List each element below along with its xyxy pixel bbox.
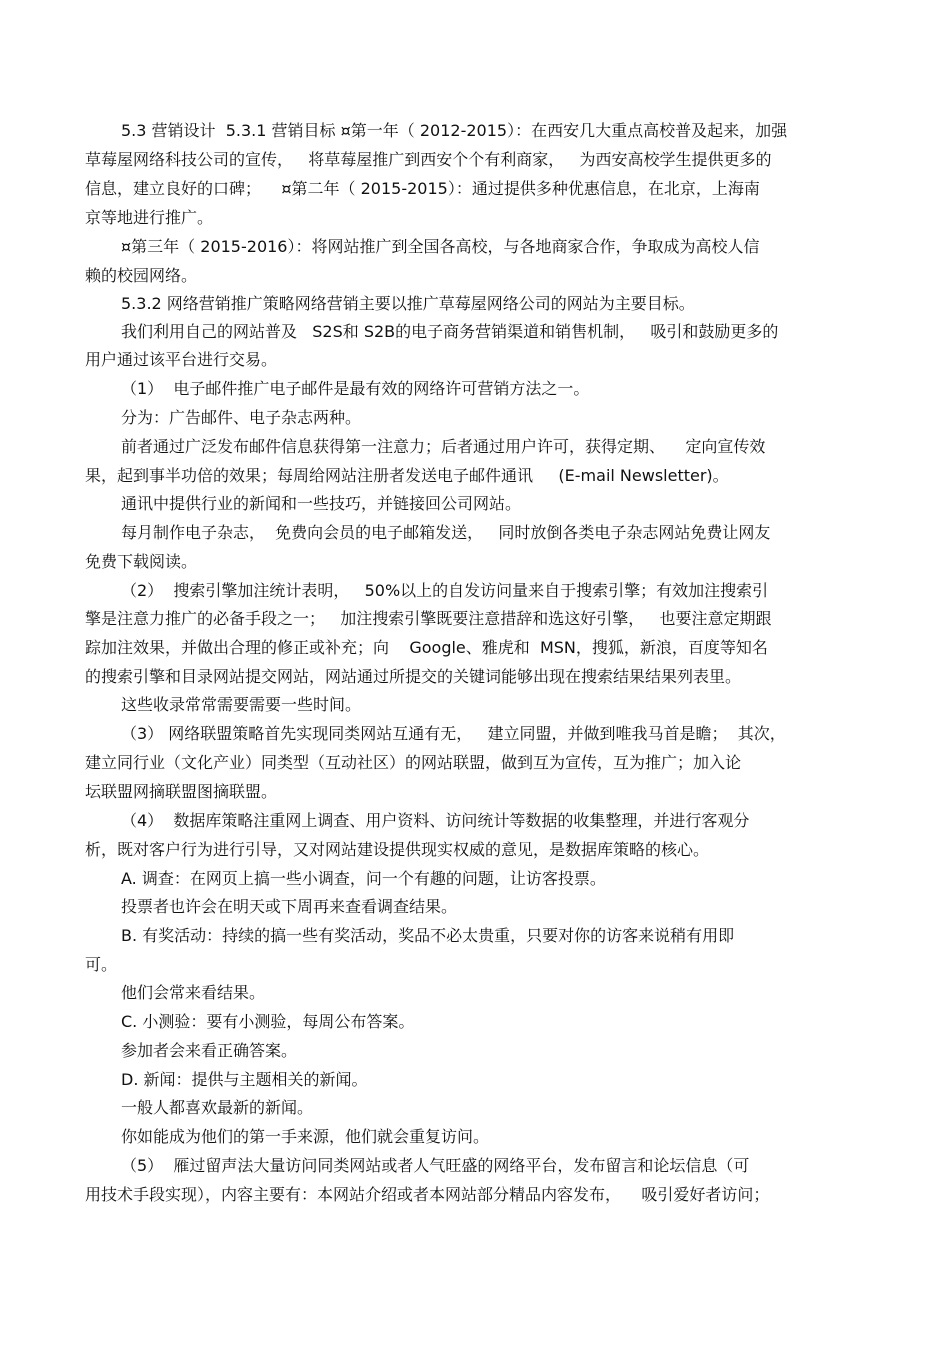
text-line: B. 有奖活动：持续的搞一些有奖活动，奖品不必太贵重，只要对你的访客来说稍有用即 bbox=[121, 926, 735, 945]
text-line: 擎是注意力推广的必备手段之一； 加注搜索引擎既要注意措辞和选这好引擎， 也要注意定期跟 bbox=[85, 609, 772, 628]
text-line: 一般人都喜欢最新的新闻。 bbox=[121, 1098, 314, 1117]
text-line: 他们会常来看结果。 bbox=[121, 983, 266, 1002]
text-line: 参加者会来看正确答案。 bbox=[121, 1041, 298, 1060]
text-line: D. 新闻：提供与主题相关的新闻。 bbox=[121, 1070, 368, 1089]
text-line: 京等地进行推广。 bbox=[85, 208, 214, 227]
text-line: C. 小测验：要有小测验，每周公布答案。 bbox=[121, 1012, 415, 1031]
text-line: 析，既对客户行为进行引导，又对网站建设提供现实权威的意见，是数据库策略的核心。 bbox=[85, 840, 710, 859]
text-line: 分为：广告邮件、电子杂志两种。 bbox=[121, 408, 362, 427]
text-line: （2） 搜索引擎加注统计表明， 50%以上的自发访问量来自于搜索引擎；有效加注搜索引 bbox=[121, 581, 769, 600]
text-line: 你如能成为他们的第一手来源，他们就会重复访问。 bbox=[121, 1127, 490, 1146]
text-line: 坛联盟网摘联盟图摘联盟。 bbox=[85, 782, 278, 801]
text-line: 这些收录常常需要需要一些时间。 bbox=[121, 695, 362, 714]
text-line: （1） 电子邮件推广电子邮件是最有效的网络许可营销方法之一。 bbox=[121, 379, 590, 398]
text-line: （4） 数据库策略注重网上调查、用户资料、访问统计等数据的收集整理，并进行客观分 bbox=[121, 811, 750, 830]
text-line: 5.3 营销设计 5.3.1 营销目标 ¤第一年（ 2012-2015）：在西安几大重点高校普及起来，加强 bbox=[121, 121, 788, 140]
text-line: 可。 bbox=[85, 955, 118, 974]
text-line: 赖的校园网络。 bbox=[85, 266, 198, 285]
text-line: 建立同行业（文化产业）同类型（互动社区）的网站联盟，做到互为宣传，互为推广；加入论 bbox=[85, 753, 742, 772]
text-line: 踪加注效果，并做出合理的修正或补充；向 Google、雅虎和 MSN，搜狐，新浪，百度等知名 bbox=[85, 638, 768, 657]
text-line: A. 调查：在网页上搞一些小调查，问一个有趣的问题，让访客投票。 bbox=[121, 869, 606, 888]
text-line: 前者通过广泛发布邮件信息获得第一注意力；后者通过用户许可，获得定期、 定向宣传效 bbox=[121, 437, 766, 456]
text-line: （5） 雁过留声法大量访问同类网站或者人气旺盛的网络平台，发布留言和论坛信息（可 bbox=[121, 1156, 750, 1175]
text-line: 草莓屋网络科技公司的宣传， 将草莓屋推广到西安个个有利商家， 为西安高校学生提供更多的 bbox=[85, 150, 772, 169]
text-line: 果，起到事半功倍的效果；每周给网站注册者发送电子邮件通讯 (E-mail Newsletter)。 bbox=[85, 466, 729, 485]
text-line: 5.3.2 网络营销推广策略网络营销主要以推广草莓屋网络公司的网站为主要目标。 bbox=[121, 294, 695, 313]
text-line: 通讯中提供行业的新闻和一些技巧，并链接回公司网站。 bbox=[121, 494, 522, 513]
text-line: ¤第三年（ 2015-2016）：将网站推广到全国各高校，与各地商家合作，争取成为高校人信 bbox=[121, 237, 760, 256]
text-line: 用户通过该平台进行交易。 bbox=[85, 350, 278, 369]
text-line: 信息，建立良好的口碑； ¤第二年（ 2015-2015）：通过提供多种优惠信息，在北京，上海南 bbox=[85, 179, 760, 198]
text-line: 每月制作电子杂志， 免费向会员的电子邮箱发送， 同时放倒各类电子杂志网站免费让网友 bbox=[121, 523, 771, 542]
text-line: 用技术手段实现），内容主要有：本网站介绍或者本网站部分精品内容发布， 吸引爱好者访问； bbox=[85, 1185, 770, 1204]
text-line: 免费下载阅读。 bbox=[85, 552, 198, 571]
text-line: 我们利用自己的网站普及 S2S和 S2B的电子商务营销渠道和销售机制， 吸引和鼓励更多的 bbox=[121, 322, 779, 341]
text-line: 的搜索引擎和目录网站提交网站，网站通过所提交的关键词能够出现在搜索结果结果列表里。 bbox=[85, 667, 742, 686]
text-line: 投票者也许会在明天或下周再来查看调查结果。 bbox=[121, 897, 458, 916]
text-line: （3） 网络联盟策略首先实现同类网站互通有无， 建立同盟，并做到唯我马首是瞻； 其次， bbox=[121, 724, 786, 743]
